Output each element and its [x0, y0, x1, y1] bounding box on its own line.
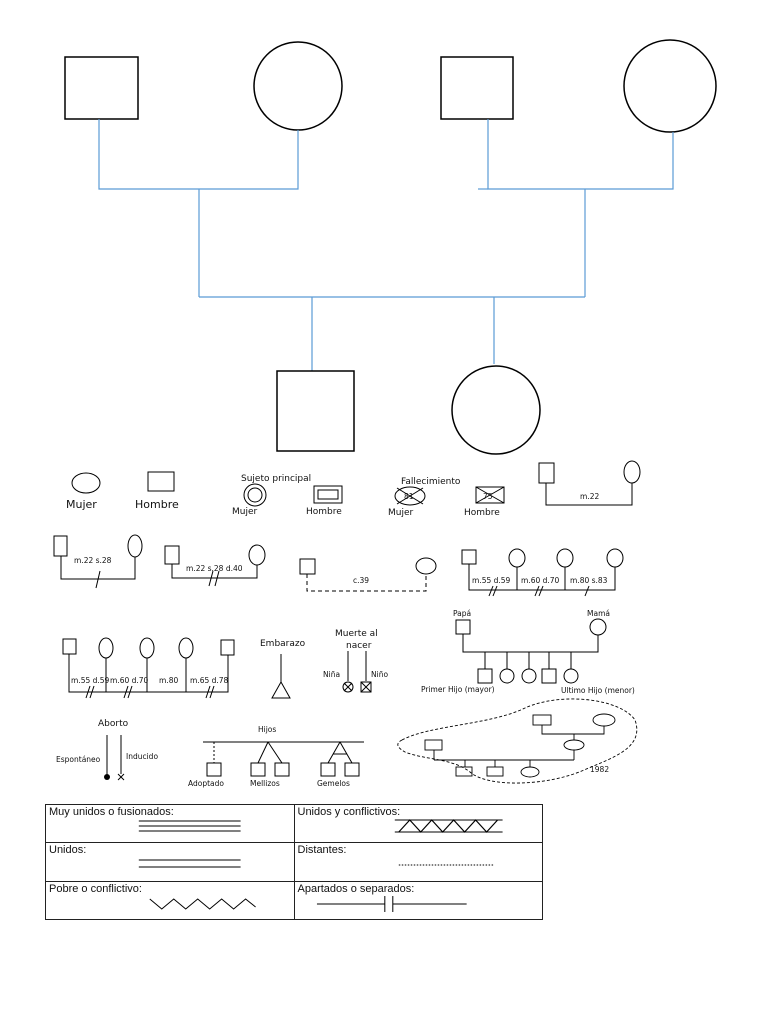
rel-unidos-label: Unidos:: [49, 844, 87, 857]
rel-unidos-conflictivos-label: Unidos y conflictivos:: [297, 806, 401, 818]
rel-muy-unidos-cell: [46, 805, 295, 843]
legend-mujer-symbol: [72, 473, 100, 493]
legend-sujeto-mujer-outer: [244, 484, 266, 506]
legend-mellizos-label: Mellizos: [250, 779, 280, 788]
legend-row3-m55d59: m.55 d.59: [71, 676, 110, 685]
rel-muy-unidos-label: Muy unidos o fusionados:: [49, 806, 174, 818]
rel-unidos-conflictivos-symbol: [295, 817, 543, 841]
rel-apartados-label: Apartados o separados:: [297, 882, 415, 895]
tree-connector-lines: [99, 119, 673, 371]
legend-papa-label: Papá: [453, 609, 472, 618]
father-square: [277, 371, 354, 451]
legend-muerte-symbols: [343, 651, 371, 692]
mother-circle: [452, 366, 540, 454]
rel-muy-unidos-symbol: [46, 817, 294, 841]
family-tree: [65, 40, 716, 454]
legend-espontaneo-label: Espontáneo: [56, 755, 101, 764]
legend-espontaneo-dot: [104, 774, 110, 780]
legend-fall-hombre-label: Hombre: [464, 508, 500, 518]
legend-row3-m80: m.80: [159, 676, 179, 685]
legend-primer-hijo-label: Primer Hijo (mayor): [421, 685, 495, 694]
legend-aborto-symbols: [107, 735, 124, 780]
legend-hijos-symbols: [203, 742, 364, 776]
legend-fallecimiento-label: Fallecimiento: [401, 477, 461, 487]
legend-sujeto-principal-label: Sujeto principal: [241, 474, 312, 484]
legend-fall-mujer-age: 81: [404, 492, 414, 501]
legend-row2-m55d59: m.55 d.59: [472, 576, 511, 585]
legend-adoptado-label: Adoptado: [188, 779, 224, 788]
relationship-legend-table: [45, 804, 543, 920]
legend-m22-label: m.22: [580, 492, 600, 501]
legend-cohabitation: [300, 558, 436, 591]
legend-household-year: 1982: [590, 765, 610, 774]
legend-inducido-label: Inducido: [126, 752, 159, 761]
legend-children-order: [456, 619, 606, 683]
legend-fall-hombre-age: 75: [483, 492, 493, 501]
legend-sujeto-hombre-inner: [318, 490, 338, 499]
rel-apartados-symbol: [295, 894, 543, 918]
legend-fall-mujer-label: Mujer: [388, 508, 414, 518]
rel-apartados-cell: [294, 881, 543, 919]
rel-distantes-cell: [294, 843, 543, 881]
legend-row3-m65d78: m.65 d.78: [190, 676, 229, 685]
grandmother-maternal-circle: [624, 40, 716, 132]
legend-aborto-label: Aborto: [98, 719, 129, 729]
legend-m22s28d40-label: m.22 s.28 d.40: [186, 564, 243, 573]
rel-pobre-conflictivo-cell: [46, 881, 295, 919]
legend-sujeto-hombre-label: Hombre: [306, 507, 342, 517]
legend-muerte-label-1: Muerte al: [335, 629, 378, 639]
legend-gemelos-label: Gemelos: [317, 779, 350, 788]
legend-multiple-marriages: [462, 549, 623, 596]
rel-unidos-conflictivos-cell: [294, 805, 543, 843]
legend-c39-label: c.39: [353, 576, 370, 585]
legend-row2-m80s83: m.80 s.83: [570, 576, 608, 585]
legend-mujer-label: Mujer: [66, 498, 97, 511]
legend-hijos-label: Hijos: [258, 725, 277, 734]
legend-nino-label: Niño: [371, 670, 389, 679]
legend-sujeto-mujer-inner: [248, 488, 262, 502]
legend-nina-label: Niña: [323, 670, 341, 679]
rel-distantes-label: Distantes:: [297, 844, 347, 857]
legend-m22s28-label: m.22 s.28: [74, 556, 112, 565]
legend-multiple-partners: [63, 638, 234, 698]
rel-pobre-conflictivo-label: Pobre o conflictivo:: [49, 882, 142, 895]
rel-unidos-cell: [46, 843, 295, 881]
legend-embarazo-label: Embarazo: [260, 639, 306, 649]
rel-distantes-symbol: [295, 855, 543, 879]
grandmother-paternal-circle: [254, 42, 342, 130]
legend-mama-label: Mamá: [587, 609, 610, 618]
rel-pobre-conflictivo-symbol: [46, 894, 294, 918]
legend-ultimo-hijo-label: Ultimo Hijo (menor): [561, 686, 635, 695]
grandfather-paternal-square: [65, 57, 138, 119]
legend-hombre-label: Hombre: [135, 498, 179, 511]
rel-unidos-symbol: [46, 855, 294, 879]
legend-sujeto-mujer-label: Mujer: [232, 507, 258, 517]
legend-hombre-symbol: [148, 472, 174, 491]
legend-row2-m60d70: m.60 d.70: [521, 576, 560, 585]
legend-embarazo-symbol: [272, 654, 290, 698]
grandfather-maternal-square: [441, 57, 513, 119]
legend-muerte-label-2: nacer: [346, 641, 372, 651]
legend-row3-m60d70: m.60 d.70: [110, 676, 149, 685]
